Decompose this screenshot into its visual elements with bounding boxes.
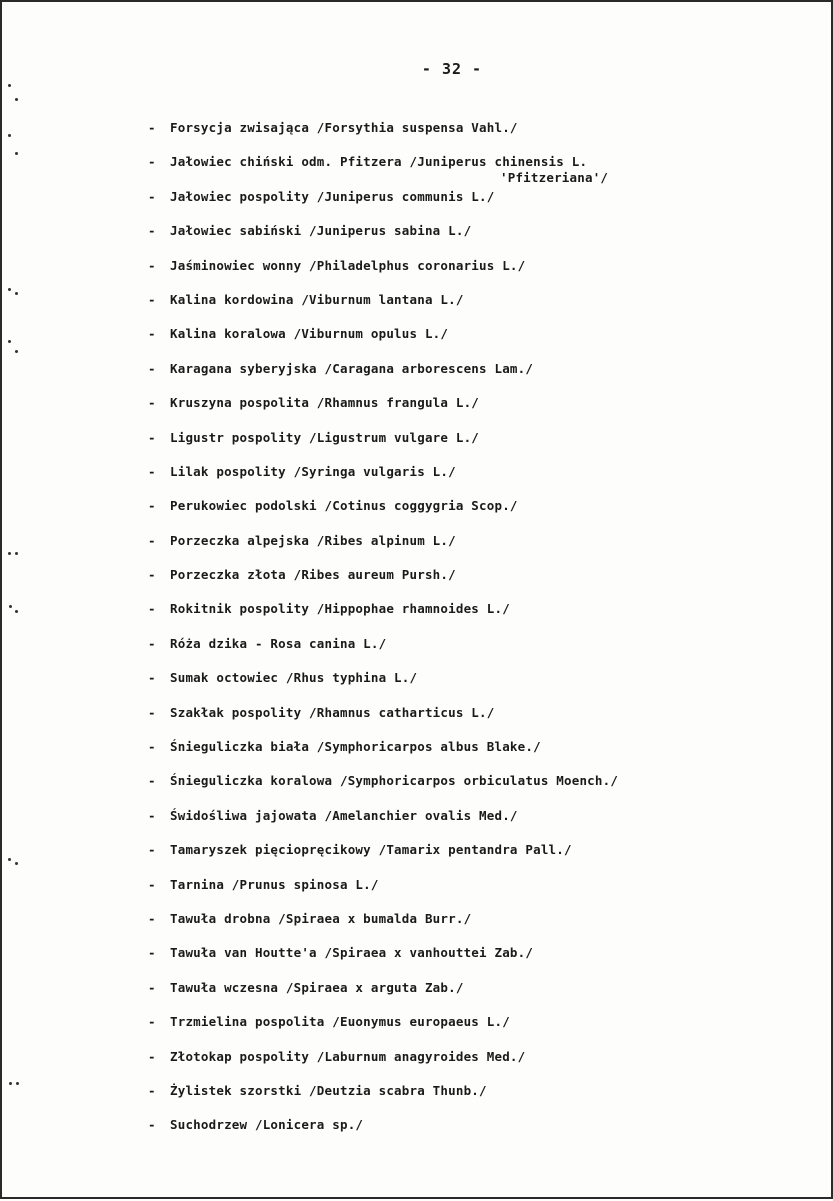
species-text: Świdośliwa jajowata /Amelanchier ovalis Med./ [170,807,518,823]
species-text: Ligustr pospolity /Ligustrum vulgare L./ [170,429,480,445]
list-dash: - [148,945,156,961]
species-text: Forsycja zwisająca /Forsythia suspensa Vahl./ [170,120,518,135]
species-item [148,1049,818,1083]
species-item [148,154,818,188]
species-item [148,258,818,292]
list-dash: - [148,807,156,823]
species-item [148,739,818,773]
species-text: Tawuła wczesna /Spiraea x arguta Zab./ [170,979,464,995]
species-text: Róża dzika - Rosa canina L./ [170,635,387,651]
margin-mark [8,858,11,861]
species-text: Śnieguliczka koralowa /Symphoricarpos orbiculatus Moench./ [170,773,619,789]
species-text: Tarnina /Prunus spinosa L./ [170,876,379,892]
list-dash: - [148,910,156,926]
margin-mark [15,552,18,555]
species-list [148,120,818,1152]
margin-mark [8,340,11,343]
list-dash: - [148,635,156,651]
species-item [148,911,818,945]
margin-mark [15,610,18,613]
list-dash: - [148,429,156,445]
species-text: Sumak octowiec /Rhus typhina L./ [170,670,418,686]
species-text: Karagana syberyjska /Caragana arborescens Lam./ [170,360,534,376]
page-number: - 32 - [421,60,483,78]
list-dash: - [148,257,156,273]
species-text: Kalina koralowa /Viburnum opulus L./ [170,326,449,342]
list-dash: - [148,567,156,583]
list-dash: - [148,154,156,170]
margin-mark [8,288,11,291]
list-dash: - [148,360,156,376]
list-dash: - [148,1014,156,1030]
list-dash: - [148,188,156,204]
binding-hole-marks [6,2,20,1201]
species-text: Szakłak pospolity /Rhamnus catharticus L./ [170,704,495,720]
species-text: Żylistek szorstki /Deutzia scabra Thunb./ [170,1082,487,1098]
species-item [148,464,818,498]
list-dash: - [148,1048,156,1064]
species-text: Jałowiec chiński odm. Pfitzera /Juniperus chinensis L. [170,154,588,170]
species-item [148,980,818,1014]
species-item [148,361,818,395]
species-item [148,670,818,704]
margin-mark [15,152,18,155]
species-text: Kalina kordowina /Viburnum lantana L./ [170,291,464,307]
margin-mark [15,98,18,101]
margin-mark [9,605,12,608]
list-dash: - [148,1117,156,1133]
margin-mark [8,134,11,137]
species-text-continuation: 'Pfitzeriana'/ [500,170,609,186]
species-text: Złotokap pospolity /Laburnum anagyroides Med./ [170,1048,526,1064]
species-text: Trzmielina pospolita /Euonymus europaeus L./ [170,1014,510,1030]
species-text: Kruszyna pospolita /Rhamnus frangula L./ [170,395,480,411]
list-dash: - [148,291,156,307]
list-dash: - [148,395,156,411]
species-item [148,773,818,807]
list-dash: - [148,979,156,995]
margin-mark [15,292,18,295]
species-item [148,498,818,532]
species-text: Tawuła van Houtte'a /Spiraea x vanhouttei Zab./ [170,945,534,961]
species-text: Jałowiec pospolity /Juniperus communis L./ [170,188,495,204]
species-text: Tawuła drobna /Spiraea x bumalda Burr./ [170,910,472,926]
species-item [148,808,818,842]
species-text: Rokitnik pospolity /Hippophae rhamnoides L./ [170,601,510,617]
species-item [148,223,818,257]
list-dash: - [148,326,156,342]
species-item [148,1117,818,1151]
margin-mark [15,350,18,353]
list-dash: - [148,842,156,858]
species-item [148,189,818,223]
species-item [148,292,818,326]
species-item [148,567,818,601]
list-dash: - [148,704,156,720]
species-item [148,636,818,670]
species-text: Jałowiec sabiński /Juniperus sabina L./ [170,223,472,239]
list-dash: - [148,601,156,617]
margin-mark [15,862,18,865]
species-text: Suchodrzew /Lonicera sp./ [170,1117,364,1133]
list-dash: - [148,773,156,789]
list-dash: - [148,876,156,892]
list-dash: - [148,670,156,686]
list-dash: - [148,739,156,755]
list-dash: - [148,498,156,514]
species-text: Tamaryszek pięciopręcikowy /Tamarix pentandra Pall./ [170,842,572,858]
list-dash: - [148,223,156,239]
species-item [148,430,818,464]
species-item [148,395,818,429]
species-item [148,533,818,567]
species-text: Jaśminowiec wonny /Philadelphus coronarius L./ [170,257,526,273]
species-item [148,945,818,979]
margin-mark [8,84,11,87]
species-item [148,705,818,739]
species-item [148,877,818,911]
species-text: Porzeczka złota /Ribes aureum Pursh./ [170,567,456,583]
species-item [148,120,818,154]
list-dash: - [148,120,156,135]
margin-mark [8,552,11,555]
species-text: Śnieguliczka biała /Symphoricarpos albus Blake./ [170,739,541,755]
list-dash: - [148,463,156,479]
species-item [148,326,818,360]
margin-mark [9,1082,12,1085]
species-item [148,601,818,635]
species-item [148,1083,818,1117]
list-dash: - [148,1082,156,1098]
species-text: Perukowiec podolski /Cotinus coggygria Scop./ [170,498,518,514]
species-item [148,842,818,876]
species-item [148,1014,818,1048]
margin-mark [16,1082,19,1085]
species-text: Porzeczka alpejska /Ribes alpinum L./ [170,532,456,548]
species-text: Lilak pospolity /Syringa vulgaris L./ [170,463,456,479]
list-dash: - [148,532,156,548]
